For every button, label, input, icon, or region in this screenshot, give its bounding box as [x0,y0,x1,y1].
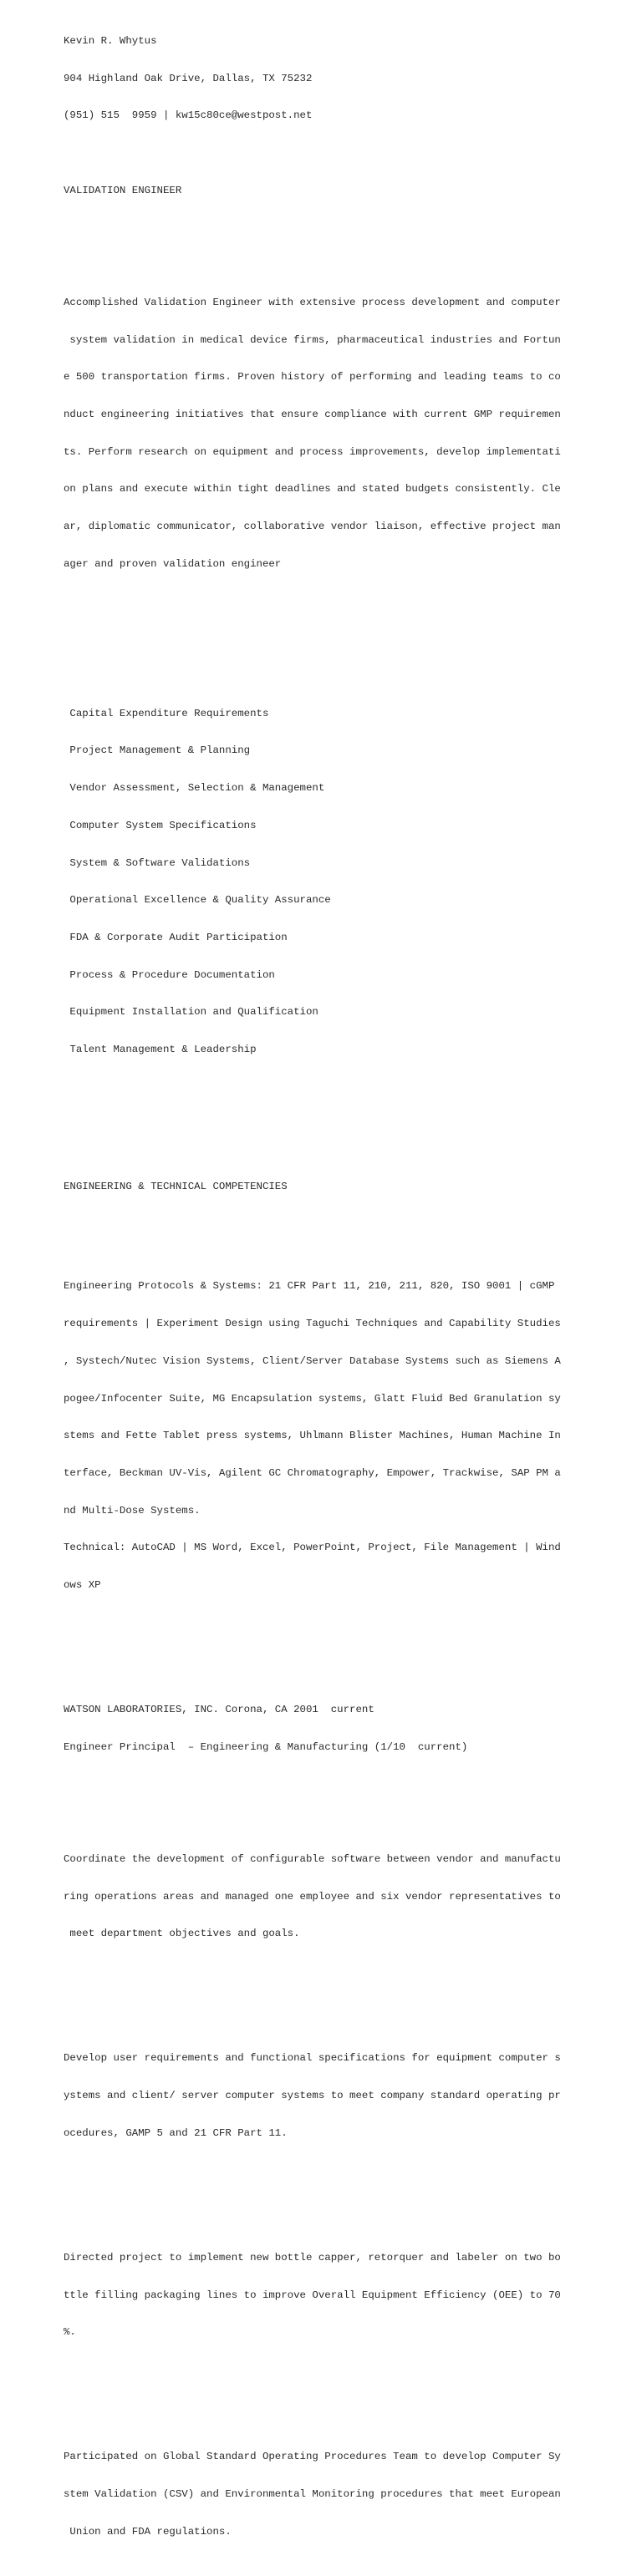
competency-line: , Systech/Nutec Vision Systems, Client/Server Database Systems such as Siemens A [64,1354,561,1367]
summary-line: e 500 transportation firms. Proven history of performing and leading teams to co [64,371,561,384]
experience-line: Directed project to implement new bottle capper, retorquer and labeler on two bo [64,2251,561,2264]
competency-line: pogee/Infocenter Suite, MG Encapsulation systems, Glatt Fluid Bed Granulation sy [64,1392,561,1405]
skill-item: Capital Expenditure Requirements [64,707,269,719]
summary-line: ts. Perform research on equipment and process improvements, develop implementati [64,445,561,458]
experience-line: meet department objectives and goals. [64,1928,300,1940]
competency-line: Engineering Protocols & Systems: 21 CFR Part 11, 210, 211, 820, ISO 9001 | cGMP [64,1280,555,1293]
experience-line: Coordinate the development of configurable software between vendor and manufactu [64,1853,561,1865]
experience-line: stem Validation (CSV) and Environmental Monitoring procedures that meet European [64,2488,561,2501]
skill-item: System & Software Validations [64,856,251,869]
experience-line: ring operations areas and managed one employee and six vendor representatives to [64,1890,561,1903]
skill-item: Operational Excellence & Quality Assurance [64,894,331,907]
experience-paragraph [64,2426,565,2563]
contact-address: 904 Highland Oak Drive, Dallas, TX 75232 [64,72,313,84]
skill-item: Computer System Specifications [64,819,257,831]
contact-phone-email: (951) 515 9959 | kw15c80ce@westpost.net [64,109,313,122]
summary-line: on plans and execute within tight deadlines and stated budgets consistently. Cle [64,483,561,495]
experience-line: ttle filling packaging lines to improve Overall Equipment Efficiency (OEE) to 70 [64,2289,561,2301]
summary-line: ager and proven validation engineer [64,557,282,570]
resume-document [64,10,565,2576]
experience-paragraph [64,1828,565,1965]
experience-paragraph [64,2028,565,2165]
experience-paragraph [64,2227,565,2364]
role-line: Engineer Principal – Engineering & Manufacturing (1/10 current) [64,1740,468,1753]
experience-line: Participated on Global Standard Operating Procedures Team to develop Computer Sy [64,2451,561,2463]
competencies-paragraph [64,1256,565,1617]
competency-line: stems and Fette Tablet press systems, Uhlmann Blister Machines, Human Machine In [64,1430,561,1442]
skills-list [64,683,565,1081]
summary-line: Accomplished Validation Engineer with extensive process development and computer [64,296,561,308]
skill-item: Process & Procedure Documentation [64,968,275,981]
experience-line: ocedures, GAMP 5 and 21 CFR Part 11. [64,2126,288,2139]
experience-line: Develop user requirements and functional specifications for equipment computer s [64,2052,561,2065]
competency-line: Technical: AutoCAD | MS Word, Excel, PowerPoint, Project, File Management | Wind [64,1542,561,1554]
competency-line: nd Multi-Dose Systems. [64,1504,201,1517]
skill-item: Vendor Assessment, Selection & Management [64,782,325,795]
job-title-heading: VALIDATION ENGINEER [64,184,182,196]
skill-item: Talent Management & Leadership [64,1044,257,1056]
skill-item: Equipment Installation and Qualification [64,1006,318,1019]
summary-line: system validation in medical device firms, pharmaceutical industries and Fortun [64,333,561,346]
summary-line: nduct engineering initiatives that ensure compliance with current GMP requiremen [64,408,561,420]
summary-paragraph [64,272,565,596]
employer-line: WATSON LABORATORIES, INC. Corona, CA 2001 current [64,1704,374,1716]
competency-line: requirements | Experiment Design using Taguchi Techniques and Capability Studies [64,1318,561,1330]
experience-line: ystems and client/ server computer systems to meet company standard operating pr [64,2090,561,2102]
contact-name: Kevin R. Whytus [64,34,157,47]
competencies-heading: ENGINEERING & TECHNICAL COMPETENCIES [64,1181,288,1193]
competency-line: terface, Beckman UV-Vis, Agilent GC Chromatography, Empower, Trackwise, SAP PM a [64,1466,561,1479]
summary-line: ar, diplomatic communicator, collaborative vendor liaison, effective project man [64,521,561,533]
experience-line: %. [64,2326,76,2339]
experience-line: Union and FDA regulations. [64,2525,232,2538]
skill-item: Project Management & Planning [64,744,251,757]
competency-line: ows XP [64,1579,101,1592]
skill-item: FDA & Corporate Audit Participation [64,932,288,944]
